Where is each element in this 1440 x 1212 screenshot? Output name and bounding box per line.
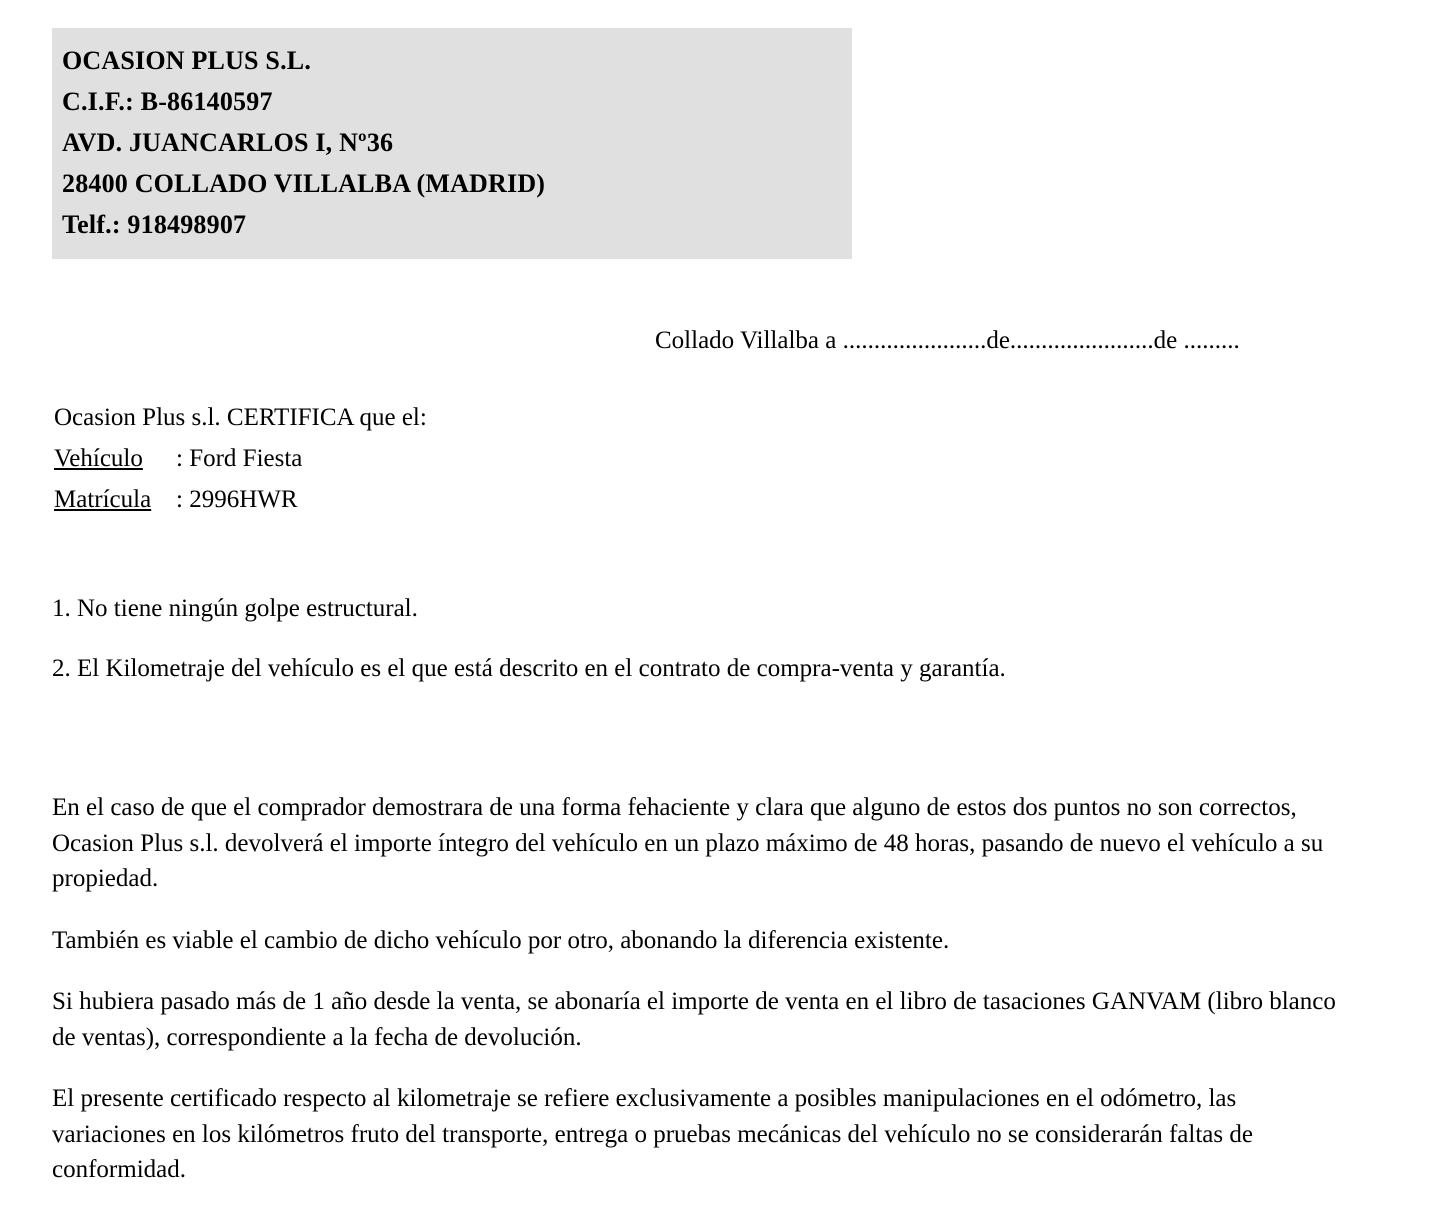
paragraph-one-year-clause: Si hubiera pasado más de 1 año desde la venta, se abonaría el importe de venta en el libro de tasaciones GANVAM (libro blanco de ventas), correspondiente a la fecha de devolución. — [52, 988, 1336, 1051]
plate-value: : 2996HWR — [176, 485, 298, 513]
plate-field — [54, 480, 427, 521]
company-cif: C.I.F.: B-86140597 — [62, 87, 273, 117]
company-city: 28400 COLLADO VILLALBA (MADRID) — [62, 169, 546, 199]
company-phone: Telf.: 918498907 — [62, 210, 247, 240]
certified-points-list — [52, 592, 1392, 712]
company-name: OCASION PLUS S.L. — [62, 46, 312, 75]
company-address: AVD. JUANCARLOS I, Nº36 — [62, 128, 394, 158]
vehicle-label: Vehículo — [54, 444, 143, 472]
certification-block — [54, 398, 427, 520]
date-line: Collado Villalba a .......................de.......................de ......... — [655, 327, 1240, 354]
paragraph-exchange-option: También es viable el cambio de dicho vehículo por otro, abonando la diferencia existente. — [52, 926, 950, 954]
certification-intro: Ocasion Plus s.l. CERTIFICA que el: — [54, 404, 427, 431]
paragraph-refund-terms: En el caso de que el comprador demostrara de una forma fehaciente y clara que alguno de estos dos puntos no son correctos, Ocasion Plus s.l. devolverá el importe íntegro del vehículo en un plazo máximo de 48 horas, pasando de nuevo el vehículo a su propiedad. — [52, 794, 1324, 892]
paragraph-odometer-scope: El presente certificado respecto al kilometraje se refiere exclusivamente a posibles manipulaciones en el odómetro, las variaciones en los kilómetros fruto del transporte, entrega o pruebas mecánicas del vehículo no se considerarán faltas de conformidad. — [52, 1085, 1253, 1183]
plate-label: Matrícula — [54, 485, 152, 513]
document-body — [52, 790, 1342, 1188]
vehicle-value: : Ford Fiesta — [176, 444, 303, 472]
list-item: 1. No tiene ningún golpe estructural. — [52, 595, 418, 622]
company-letterhead — [52, 28, 852, 259]
list-item: 2. El Kilometraje del vehículo es el que está descrito en el contrato de compra-venta y garantía. — [52, 654, 1006, 682]
vehicle-field — [54, 439, 427, 480]
